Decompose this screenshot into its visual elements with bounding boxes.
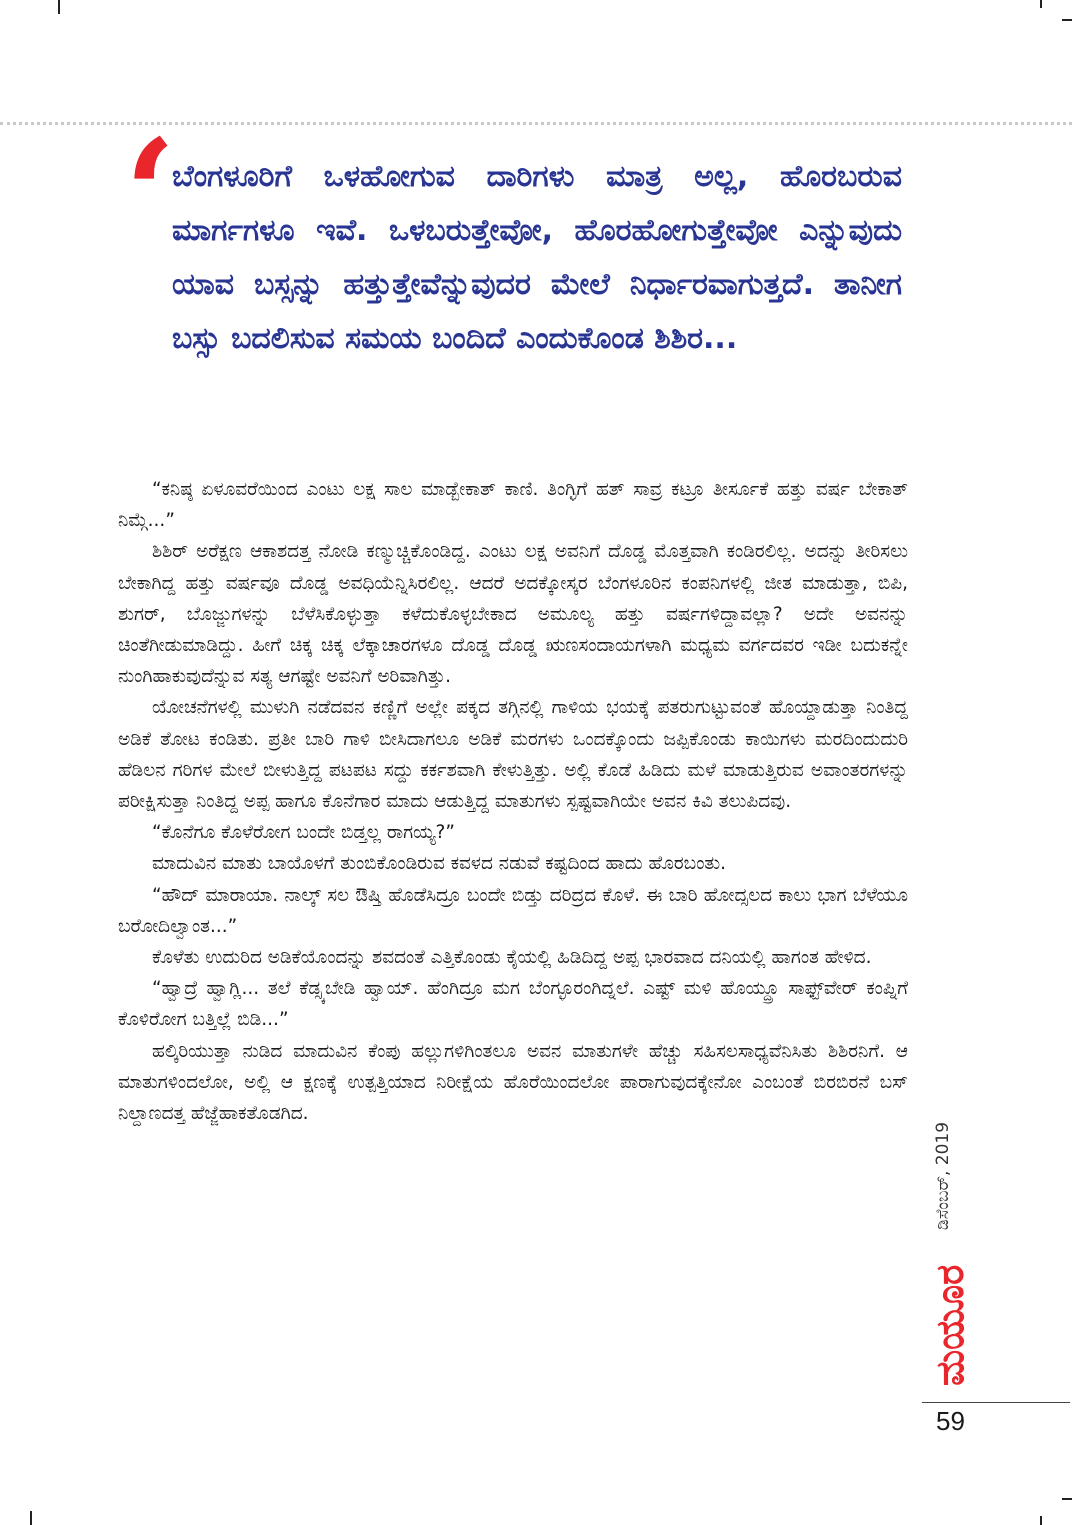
crop-mark-right-top: [1062, 19, 1072, 21]
body-paragraph: “ಕೊನೆಗೂ ಕೊಳೆರೋಗ ಬಂದೇ ಬಿಡ್ತಲ್ಲ ರಾಗಯ್ಯ?”: [152, 822, 455, 844]
crop-mark-bottom-right: [1040, 1516, 1042, 1525]
quote-mark-icon: ‘: [124, 107, 177, 283]
crop-mark-top-right: [1040, 0, 1042, 8]
body-paragraph: ಯೋಚನೆಗಳಲ್ಲಿ ಮುಳುಗಿ ನಡೆದವನ ಕಣ್ಣಿಗೆ ಅಲ್ಲೇ ಪಕ್ಕದ ತಗ್ಗಿನಲ್ಲಿ ಗಾಳಿಯ ಭಯಕ್ಕೆ ಪತರುಗುಟ್ಟುವಂತೆ ಹೊಯ್ದಾಡುತ್ತಾ ನಿಂತಿದ್ದ ಅಡಿಕೆ ತೋಟ ಕಂಡಿತು. ಪ್ರತೀ ಬಾರಿ ಗಾಳಿ ಬೀಸಿದಾಗಲೂ ಅಡಿಕೆ ಮರಗಳು ಒಂದಕ್ಕೊಂದು ಜಪ್ಪಿಕೊಂಡು ಕಾಯಿಗಳು ಮರದಿಂದುದುರಿ ಹೆಡಿಲನ ಗರಿಗಳ ಮೇಲೆ ಬೀಳುತ್ತಿದ್ದ ಪಟಪಟ ಸದ್ದು ಕರ್ಕಶವಾಗಿ ಕೇಳುತ್ತಿತ್ತು. ಅಲ್ಲಿ ಕೊಡೆ ಹಿಡಿದು ಮಳೆ ಮಾಡುತ್ತಿರುವ ಅವಾಂತರಗಳನ್ನು ಪರೀಕ್ಷಿಸುತ್ತಾ ನಿಂತಿದ್ದ ಅಪ್ಪ ಹಾಗೂ ಕೊನೆಗಾರ ಮಾದು ಆಡುತ್ತಿದ್ದ ಮಾತುಗಳು ಸ್ಪಷ್ಟವಾಗಿಯೇ ಅವನ ಕಿವಿ ತಲುಪಿದವು.: [118, 697, 908, 813]
body-paragraph: ಮಾದುವಿನ ಮಾತು ಬಾಯೊಳಗೆ ತುಂಬಿಕೊಂಡಿರುವ ಕವಳದ ನಡುವೆ ಕಷ್ಟದಿಂದ ಹಾದು ಹೊರಬಂತು.: [152, 853, 726, 875]
crop-mark-top-left: [58, 0, 60, 14]
body-paragraph: ಹಲ್ಕಿರಿಯುತ್ತಾ ನುಡಿದ ಮಾದುವಿನ ಕೆಂಪು ಹಲ್ಲುಗಳಿಗಿಂತಲೂ ಅವನ ಮಾತುಗಳೇ ಹೆಚ್ಚು ಸಹಿಸಲಸಾಧ್ಯವೆನಿಸಿತು ಶಿಶಿರನಿಗೆ. ಆ ಮಾತುಗಳಿಂದಲೋ, ಅಲ್ಲಿ ಆ ಕ್ಷಣಕ್ಕೆ ಉತ್ಪತ್ತಿಯಾದ ನಿರೀಕ್ಷೆಯ ಹೊರೆಯಿಂದಲೋ ಪಾರಾಗುವುದಕ್ಕೇನೋ ಎಂಬಂತೆ ಬಿರಬಿರನೆ ಬಸ್ ನಿಲ್ದಾಣದತ್ತ ಹೆಜ್ಜೆಹಾಕತೊಡಗಿದ.: [118, 1040, 908, 1125]
body-paragraph: ಶಿಶಿರ್ ಅರೆಕ್ಷಣ ಆಕಾಶದತ್ತ ನೋಡಿ ಕಣ್ಮುಚ್ಚಿಕೊಂಡಿದ್ದ. ಎಂಟು ಲಕ್ಷ ಅವನಿಗೆ ದೊಡ್ಡ ಮೊತ್ತವಾಗಿ ಕಂಡಿರಲಿಲ್ಲ. ಅದನ್ನು ತೀರಿಸಲು ಬೇಕಾಗಿದ್ದ ಹತ್ತು ವರ್ಷವೂ ದೊಡ್ಡ ಅವಧಿಯೆನ್ನಿಸಿರಲಿಲ್ಲ. ಆದರೆ ಅದಕ್ಕೋಸ್ಕರ ಬೆಂಗಳೂರಿನ ಕಂಪನಿಗಳಲ್ಲಿ ಜೀತ ಮಾಡುತ್ತಾ, ಬಿಪಿ, ಶುಗರ್, ಬೊಜ್ಜುಗಳನ್ನು ಬೆಳೆಸಿಕೊಳ್ಳುತ್ತಾ ಕಳೆದುಕೊಳ್ಳಬೇಕಾದ ಅಮೂಲ್ಯ ಹತ್ತು ವರ್ಷಗಳಿದ್ದಾವಲ್ಲಾ? ಅದೇ ಅವನನ್ನು ಚಿಂತೆಗೀಡುಮಾಡಿದ್ದು. ಹೀಗೆ ಚಿಕ್ಕ ಚಿಕ್ಕ ಲೆಕ್ಕಾಚಾರಗಳೂ ದೊಡ್ಡ ದೊಡ್ಡ ಋಣಸಂದಾಯಗಳಾಗಿ ಮಧ್ಯಮ ವರ್ಗದವರ ಇಡೀ ಬದುಕನ್ನೇ ನುಂಗಿಹಾಕುವುದೆನ್ನುವ ಸತ್ಯ ಆಗಷ್ಟೇ ಅವನಿಗೆ ಅರಿವಾಗಿತ್ತು.: [118, 541, 908, 688]
body-paragraph: ಕೊಳೆತು ಉದುರಿದ ಅಡಿಕೆಯೊಂದನ್ನು ಶವದಂತೆ ಎತ್ತಿಕೊಂಡು ಕೈಯಲ್ಲಿ ಹಿಡಿದಿದ್ದ ಅಪ್ಪ ಭಾರವಾದ ದನಿಯಲ್ಲಿ ಹಾಗಂತ ಹೇಳಿದ.: [152, 947, 872, 969]
crop-mark-right-bottom: [1062, 1498, 1072, 1500]
magazine-logo: ಮಯೂರ: [928, 1264, 972, 1386]
pull-quote: ಬೆಂಗಳೂರಿಗೆ ಒಳಹೋಗುವ ದಾರಿಗಳು ಮಾತ್ರ ಅಲ್ಲ, ಹೊರಬರುವ ಮಾರ್ಗಗಳೂ ಇವೆ. ಒಳಬರುತ್ತೇವೋ, ಹೊರಹೋಗುತ್ತೇವೋ ಎನ್ನುವುದು ಯಾವ ಬಸ್ಸನ್ನು ಹತ್ತುತ್ತೇವೆನ್ನುವುದರ ಮೇಲೆ ನಿರ್ಧಾರವಾಗುತ್ತದೆ. ತಾನೀಗ ಬಸ್ಸು ಬದಲಿಸುವ ಸಮಯ ಬಂದಿದೆ ಎಂದುಕೊಂಡ ಶಿಶಿರ...: [172, 159, 902, 356]
page-number: 59: [936, 1406, 965, 1436]
crop-mark-bottom-left: [30, 1511, 32, 1525]
issue-date: ಡಿಸೆಂಬರ್, 2019: [933, 1121, 953, 1230]
body-paragraph: “ಹೌದ್ ಮಾರಾಯಾ. ನಾಲ್ಕ್ ಸಲ ಔಷ್ತಿ ಹೊಡೆಸಿದ್ರೂ ಬಂದೇ ಬಿಡ್ತು ದರಿದ್ರದ ಕೊಳೆ. ಈ ಬಾರಿ ಹೋದ್ಸಲದ ಕಾಲು ಭಾಗ ಬೆಳೆಯೂ ಬರೋದಿಲ್ವಾಂತ...”: [118, 884, 908, 937]
body-paragraph: “ಕನಿಷ್ಠ ಏಳೂವರೆಯಿಂದ ಎಂಟು ಲಕ್ಷ ಸಾಲ ಮಾಡ್ಬೇಕಾತ್ ಕಾಣಿ. ತಿಂಗ್ಳಿಗೆ ಹತ್ ಸಾವ್ರ ಕಟ್ರೂ ತೀರ್ಸೂಕೆ ಹತ್ತು ವರ್ಷ ಬೇಕಾತ್ ನಿಮ್ಗೆ...”: [118, 479, 908, 532]
article-body: [118, 474, 908, 1129]
page-number-rule: [922, 1402, 1070, 1403]
body-paragraph: “ಹ್ವಾದ್ರೆ ಹ್ವಾಗ್ಲಿ... ತಲೆ ಕೆಡ್ಸ್ಕಬೇಡಿ ಹ್ವಾಯ್. ಹೆಂಗಿದ್ರೂ ಮಗ ಬೆಂಗ್ಳೂರಂಗಿದ್ನಲೆ. ಎಷ್ಟ್ ಮಳಿ ಹೊಯ್ದ್ರೂ ಸಾಫ್ಟ್‌ವೇರ್ ಕಂಪ್ನಿಗೆ ಕೊಳಿರೋಗ ಬತ್ತಿಲ್ಲೆ ಬಿಡಿ...”: [118, 978, 908, 1031]
